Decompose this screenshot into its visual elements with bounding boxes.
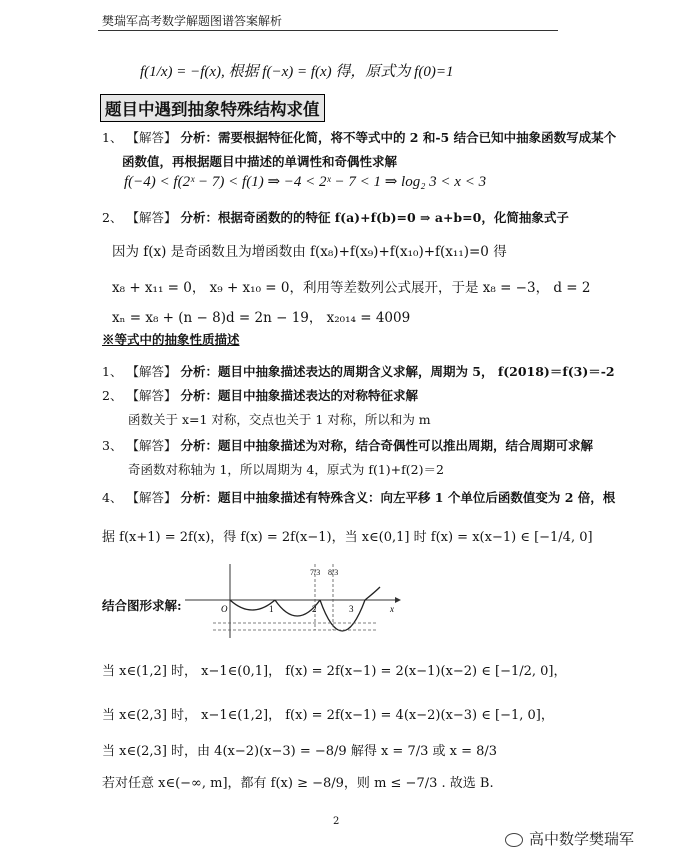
- x-axis-arrow: [395, 597, 401, 603]
- watermark: [505, 828, 634, 849]
- curve-segment-3: [320, 600, 365, 631]
- q2-tag: 【解答】: [126, 210, 177, 225]
- watermark-text: 高中数学樊瑞军: [529, 830, 635, 848]
- item-3-num: 3、: [102, 438, 123, 453]
- q1-text: 分析：需要根据特征化简，将不等式中的 2 和-5 结合已知中抽象函数写成某个: [180, 130, 617, 145]
- header-title: 樊瑞军高考数学解题图谱答案解析: [102, 14, 283, 28]
- section-title: 题目中遇到抽象特殊结构求值: [100, 94, 325, 122]
- q1-line: [102, 128, 616, 146]
- header-rule: [98, 30, 558, 31]
- tick-2: 2: [312, 604, 317, 614]
- x-label: x: [390, 604, 394, 614]
- item-2-text: 分析：题目中抽象描述表达的对称特征求解: [180, 388, 418, 403]
- top-label-7-3: 7/3: [310, 568, 321, 577]
- q1-formula: f(−4) < f(2ˣ − 7) < f(1) ⇒ −4 < 2ˣ − 7 < 1 ⇒ log₂ 3 < x < 3: [124, 174, 487, 190]
- item-2-num: 2、: [102, 388, 123, 403]
- q2-text: 分析：根据奇函数的的特征 f(a)+f(b)=0 ⇒ a+b=0，化简抽象式子: [180, 210, 569, 225]
- q2-num: 2、: [102, 210, 123, 225]
- item-1-num: 1、: [102, 364, 123, 379]
- line-1: 当 x∈(1,2] 时， x−1∈(0,1]， f(x) = 2f(x−1) = 2(x−1)(x−2) ∈ [−1/2, 0]，: [102, 664, 567, 679]
- item-1-tag: 【解答】: [126, 364, 177, 379]
- item-3: [102, 436, 593, 454]
- page-number: 2: [333, 816, 340, 827]
- tick-3: 3: [349, 604, 354, 614]
- q4-line1: 据 f(x+1) = 2f(x)，得 f(x) = 2f(x−1)，当 x∈(0,1] 时 f(x) = x(x−1) ∈ [−1/4, 0]: [102, 530, 593, 545]
- subsection-title: ※等式中的抽象性质描述: [102, 332, 240, 347]
- wechat-icon: [505, 833, 523, 847]
- line-2: 当 x∈(2,3] 时， x−1∈(1,2]， f(x) = 2f(x−1) = 4(x−2)(x−3) ∈ [−1, 0]，: [102, 708, 554, 723]
- item-3-tag: 【解答】: [126, 438, 177, 453]
- curve-segment-4: [365, 587, 380, 600]
- q1-num: 1、: [102, 130, 123, 145]
- item-1: [102, 362, 615, 380]
- line-4: 若对任意 x∈(−∞, m]，都有 f(x) ≥ −8/9，则 m ≤ −7/3 . 故选 B.: [102, 776, 494, 791]
- function-graph: [185, 562, 405, 642]
- item-3-text: 分析：题目中抽象描述为对称，结合奇偶性可以推出周期，结合周期可求解: [180, 438, 593, 453]
- item-4-tag: 【解答】: [126, 490, 177, 505]
- line-3: 当 x∈(2,3] 时，由 4(x−2)(x−3) = −8/9 解得 x = 7/3 或 x = 8/3: [102, 744, 498, 759]
- q2-line1: 因为 f(x) 是奇函数且为增函数由 f(x₈)+f(x₉)+f(x₁₀)+f(x₁₁)=0 得: [112, 244, 507, 260]
- q2-line2: x₈ + x₁₁ = 0， x₉ + x₁₀ = 0，利用等差数列公式展开，于是 x₈ = −3， d = 2: [112, 280, 591, 296]
- item-2: [102, 386, 418, 404]
- top-formula: f(1/x) = −f(x), 根据 f(−x) = f(x) 得，原式为 f(0)=1: [140, 64, 454, 80]
- item-1-text: 分析：题目中抽象描述表达的周期含义求解，周期为 5， f(2018)＝f(3)＝-2: [180, 364, 615, 379]
- q2-line3: xₙ = x₈ + (n − 8)d = 2n − 19， x₂₀₁₄ = 4009: [112, 310, 411, 326]
- tick-1: 1: [269, 604, 274, 614]
- item-4: [102, 488, 615, 506]
- item-4-num: 4、: [102, 490, 123, 505]
- top-label-8-3: 8/3: [328, 568, 339, 577]
- q2-line: [102, 208, 569, 226]
- item-3-detail: 奇函数对称轴为 1，所以周期为 4，原式为 f(1)+f(2)＝2: [128, 462, 444, 477]
- item-2-detail: 函数关于 x=1 对称，交点也关于 1 对称，所以和为 m: [128, 412, 431, 427]
- q1-tag: 【解答】: [126, 130, 177, 145]
- item-2-tag: 【解答】: [126, 388, 177, 403]
- graph-label: 结合图形求解:: [102, 598, 182, 613]
- item-4-text: 分析：题目中抽象描述有特殊含义：向左平移 1 个单位后函数值变为 2 倍，根: [180, 490, 616, 505]
- q1-text2: 函数值，再根据题目中描述的单调性和奇偶性求解: [122, 154, 398, 169]
- origin-label: O: [221, 604, 228, 614]
